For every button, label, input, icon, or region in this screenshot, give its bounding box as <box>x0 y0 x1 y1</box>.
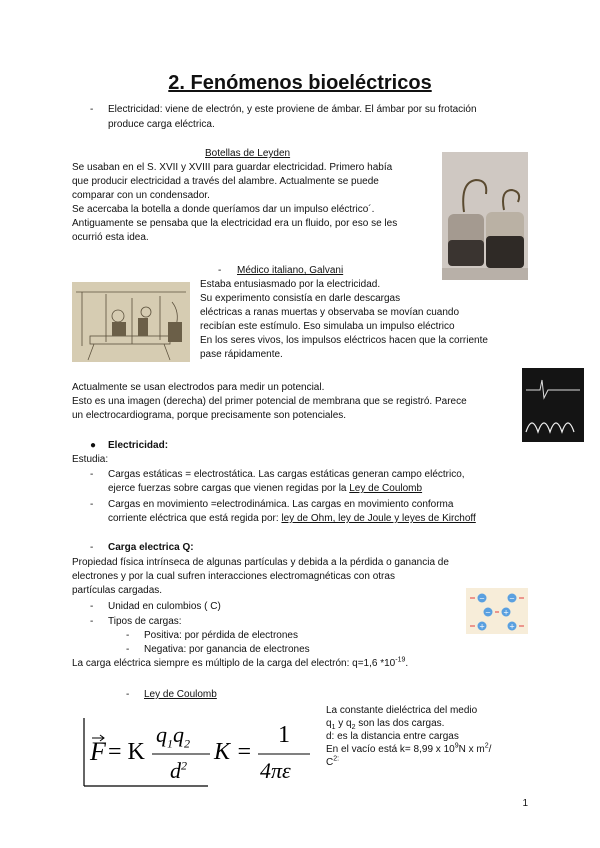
galvani-line: pase rápidamente. <box>200 349 283 360</box>
formula-eq-K: = K <box>108 739 145 765</box>
carga-line: electrones y por la cual sufren interacciones electromagnéticas con otras <box>72 571 395 582</box>
galvani-line: Su experimento consistía en darle descargas <box>200 293 401 304</box>
electricidad-item1-dash: - <box>90 469 94 480</box>
electricidad-item1-line2 <box>108 482 422 496</box>
leyden-jars-illustration <box>442 152 528 280</box>
galvani-engraving <box>72 282 190 362</box>
galvani-line: eléctricas a ranas muertas y observaba se movían cuando <box>200 307 460 318</box>
carga-bullet: - <box>90 542 94 553</box>
k-exponent: 9 <box>454 742 459 750</box>
svg-text:+: + <box>503 608 509 617</box>
formula-K: K = <box>214 739 253 765</box>
svg-text:−: − <box>479 594 485 603</box>
c-unit: C <box>326 757 334 768</box>
intro-line-1: Electricidad: viene de electrón, y este proviene de ámbar. El ámbar por su frotación <box>108 104 477 115</box>
coulomb-note-4 <box>326 743 491 756</box>
q-symbol: q <box>326 718 332 729</box>
electricidad-studies: Estudia: <box>72 454 109 465</box>
den-exp: 2 <box>181 758 187 773</box>
coulomb-notes <box>326 704 491 769</box>
num-sub1: 1 <box>167 736 173 751</box>
k-slash: / <box>488 744 492 755</box>
leyden-line: Se acercaba la botella a donde queríamos dar un impulso eléctrico´. <box>72 204 375 215</box>
den-d: d <box>170 758 181 783</box>
k-units: N x m <box>458 744 485 755</box>
k-value: En el vacío está k= 8,99 x 10 <box>326 744 455 755</box>
m-exponent: 2 <box>484 742 489 750</box>
coulomb-link: Ley de Coulomb <box>349 483 423 494</box>
item1-text: ejerce fuerzas sobre cargas que vienen regidas por la <box>108 483 350 494</box>
formula-F: F <box>90 737 106 766</box>
coulomb-note-3: d: es la distancia entre cargas <box>326 731 459 742</box>
svg-text:+: + <box>509 622 515 631</box>
coulomb-note-5 <box>326 756 491 769</box>
carga-period: . <box>405 658 409 669</box>
intro-line-2: produce carga eléctrica. <box>108 119 215 130</box>
leyden-line: ocurrió esta idea. <box>72 232 149 243</box>
carga-heading: Carga electrica Q: <box>108 542 194 553</box>
ohm-joule-kirchoff-link: ley de Ohm, ley de Joule y leyes de Kirchoff <box>281 513 476 524</box>
carga-multiple-text: La carga eléctrica siempre es múltiplo de la carga del electrón: q=1,6 *10 <box>72 658 396 669</box>
svg-text:−: − <box>509 594 515 603</box>
carga-types: Tipos de cargas: <box>108 616 182 627</box>
electricidad-item1-line1: Cargas estáticas = electrostática. Las cargas estáticas generan campo eléctrico, <box>108 469 465 480</box>
galvani-line: En los seres vivos, los impulsos eléctricos hacen que la corriente <box>200 335 488 346</box>
galvani-paragraph <box>200 278 488 362</box>
c-exponent: 2: <box>333 755 340 763</box>
coulomb-note-1: La constante dieléctrica del medio <box>326 705 478 716</box>
intro-bullet: - <box>90 104 94 115</box>
carga-negative-dash: - <box>126 644 130 655</box>
page-title: 2. Fenómenos bioeléctricos <box>168 72 432 94</box>
carga-positive: Positiva: por pérdida de electrones <box>144 630 298 641</box>
charges-diagram-svg <box>466 588 528 634</box>
potential-line: Actualmente se usan electrodos para medir un potencial. <box>72 382 325 393</box>
leyden-line: que producir electricidad a través del alambre. Actualmente se puede <box>72 176 379 187</box>
galvani-line: Estaba entusiasmado por la electricidad. <box>200 279 381 290</box>
formula-denominator <box>170 758 187 784</box>
potential-line: Esto es una imagen (derecha) del primer potencial de membrana que se registró. Parece <box>72 396 467 407</box>
num-q1: q <box>156 722 167 747</box>
page-number: 1 <box>522 798 528 809</box>
carga-exponent: -19 <box>395 656 406 664</box>
q2-text: y q <box>335 718 352 729</box>
carga-unit-dash: - <box>90 601 94 612</box>
leyden-line: Se usaban en el S. XVII y XVIII para guardar electricidad. Primero había <box>72 162 393 173</box>
leyden-jars-photo <box>442 152 528 280</box>
potential-line: un electrocardiograma, porque precisamente son potenciales. <box>72 410 347 421</box>
item2-text: corriente eléctrica que está regida por: <box>108 513 282 524</box>
svg-text:+: + <box>479 622 485 631</box>
carga-unit: Unidad en culombios ( C) <box>108 601 221 612</box>
coulomb-bullet: - <box>126 689 130 700</box>
charges-text: son las dos cargas. <box>355 718 445 729</box>
svg-text:−: − <box>485 608 491 617</box>
galvani-illustration <box>72 282 190 362</box>
leyden-line: Antiguamente se pensaba que la electricidad era un fluido, por eso se les <box>72 218 398 229</box>
carga-line: Propiedad física intrínseca de algunas partículas y debida a la pérdida o ganancia de <box>72 557 449 568</box>
q2-sub: 2 <box>351 724 356 731</box>
electricidad-heading: Electricidad: <box>108 440 169 451</box>
potential-paragraph <box>72 381 467 423</box>
electricidad-item2-line1: Cargas en movimiento =electrodinámica. Las cargas en movimiento conforma <box>108 499 454 510</box>
carga-positive-dash: - <box>126 630 130 641</box>
carga-line: partículas cargadas. <box>72 585 163 596</box>
coulomb-formula <box>82 714 318 790</box>
coulomb-note-2 <box>326 717 491 730</box>
charges-diagram <box>466 588 528 634</box>
formula-4pie: 4πε <box>260 758 291 783</box>
galvani-bullet: - <box>218 265 222 276</box>
formula-numerator <box>156 722 190 751</box>
coulomb-heading: Ley de Coulomb <box>144 689 217 700</box>
membrane-potential-trace <box>522 368 584 442</box>
electricidad-item2-dash: - <box>90 499 94 510</box>
carga-paragraph <box>72 556 449 598</box>
carga-multiple <box>72 657 408 671</box>
q1-sub: 1 <box>331 724 336 731</box>
leyden-paragraph <box>72 161 397 245</box>
electricidad-item2-line2 <box>108 512 476 526</box>
formula-one: 1 <box>278 722 290 748</box>
leyden-line: comparar con un condensador. <box>72 190 210 201</box>
membrane-potential-image <box>522 368 584 442</box>
leyden-heading: Botellas de Leyden <box>205 148 291 159</box>
carga-negative: Negativa: por ganancia de electrones <box>144 644 310 655</box>
galvani-heading: Médico italiano, Galvani <box>237 265 344 276</box>
carga-types-dash: - <box>90 616 94 627</box>
electricidad-bullet: ● <box>90 440 97 451</box>
num-q2: q <box>173 722 184 747</box>
num-sub2: 2 <box>184 736 190 751</box>
galvani-line: recibían este estímulo. Eso simulaba un impulso eléctrico <box>200 321 455 332</box>
